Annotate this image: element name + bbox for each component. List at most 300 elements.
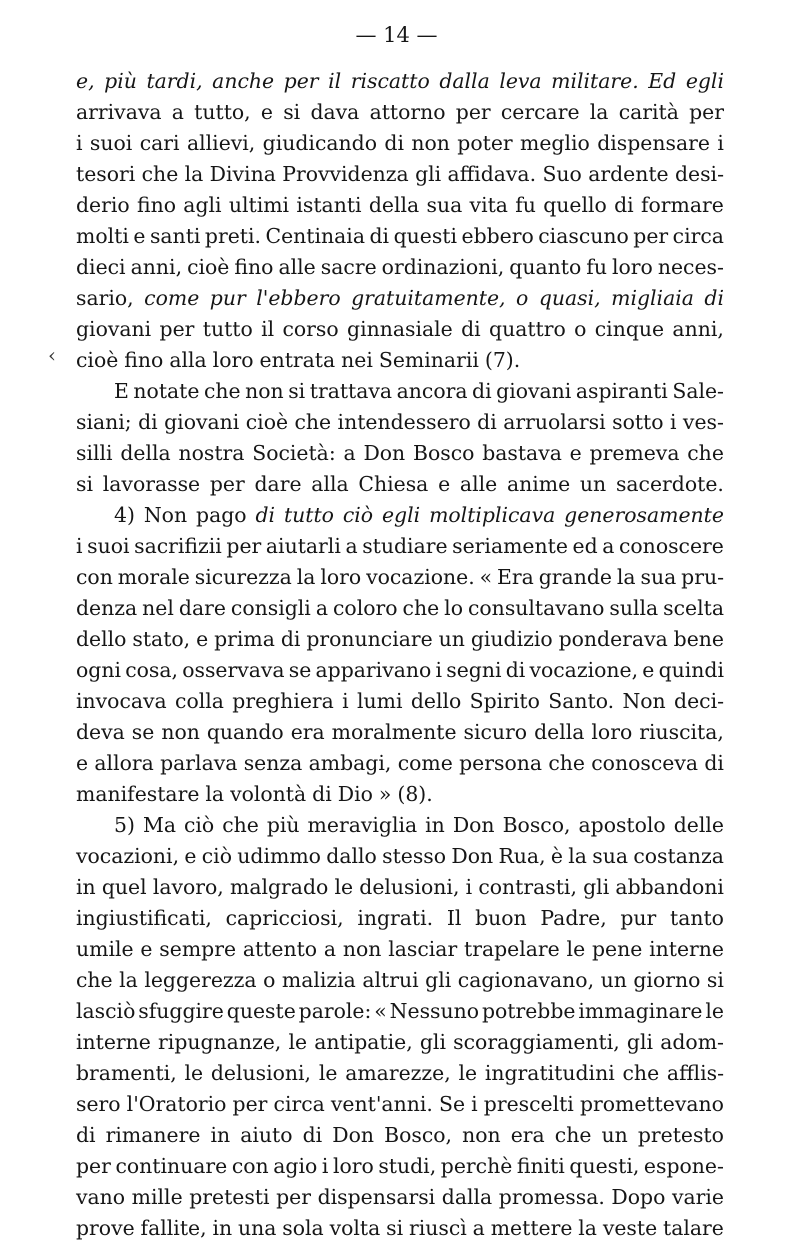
- word: lavorasse: [102, 472, 201, 496]
- word: Don: [452, 813, 495, 837]
- word: dare: [254, 472, 302, 496]
- word: »: [378, 782, 392, 806]
- word: ciò: [201, 844, 232, 868]
- word: E: [114, 379, 129, 403]
- word: la: [296, 565, 316, 589]
- word: per: [76, 1154, 111, 1178]
- word: a: [171, 100, 184, 124]
- word: parole:: [298, 999, 372, 1023]
- word: Don: [363, 441, 406, 465]
- word: loro: [212, 348, 254, 372]
- word: ingratitudini: [484, 1061, 615, 1085]
- word: neces-: [657, 255, 724, 279]
- word: fino: [124, 348, 164, 372]
- text-line: [76, 593, 724, 624]
- word: allievi,: [186, 131, 256, 155]
- word: stesso: [382, 844, 447, 868]
- word: di: [255, 503, 276, 527]
- word: Non: [622, 689, 666, 713]
- text-line: [76, 1058, 724, 1089]
- word: non: [161, 720, 200, 744]
- word: morale: [117, 565, 190, 589]
- word: circa: [273, 1092, 325, 1116]
- word: le: [288, 1030, 308, 1054]
- word: e: [140, 937, 153, 961]
- word: aiutarli: [265, 534, 341, 558]
- word: potrebbe: [481, 999, 576, 1023]
- word: ginnasiale: [347, 317, 453, 341]
- word: generosamente: [564, 503, 724, 527]
- word: vocazione.: [366, 565, 475, 589]
- word: dispensare: [597, 131, 710, 155]
- word: loro: [332, 1154, 374, 1178]
- word: invocava: [76, 689, 167, 713]
- word: Il: [446, 906, 462, 930]
- word: le: [705, 999, 724, 1023]
- word: le: [334, 875, 354, 899]
- word: deva: [76, 720, 125, 744]
- word: Ed: [648, 69, 677, 93]
- word: la: [205, 782, 225, 806]
- word: un: [601, 1123, 628, 1147]
- text-line: [76, 128, 724, 159]
- word: si: [386, 1216, 404, 1240]
- word: stato,: [132, 627, 191, 651]
- word: i: [321, 1154, 329, 1178]
- word: non: [245, 379, 284, 403]
- word: fino: [136, 193, 176, 217]
- word: veste: [602, 1216, 658, 1240]
- word: gli: [583, 875, 610, 899]
- text-line: [76, 252, 724, 283]
- word: di: [461, 317, 481, 341]
- word: ves-: [682, 410, 724, 434]
- word: quindi: [658, 658, 724, 682]
- text-line: [76, 500, 724, 531]
- word: Dio: [337, 782, 373, 806]
- word: di: [312, 782, 332, 806]
- text-line: [76, 66, 724, 97]
- word: consultavano: [467, 596, 605, 620]
- word: conoscere: [618, 534, 724, 558]
- text-line: [76, 159, 724, 190]
- word: sacerdote.: [615, 472, 724, 496]
- word: Provvidenza: [282, 162, 409, 186]
- word: per: [232, 1092, 268, 1116]
- word: delusioni,: [210, 1061, 312, 1085]
- word: preti.: [204, 224, 261, 248]
- word: egli: [685, 69, 724, 93]
- text-line: [76, 407, 724, 438]
- word: afflis-: [666, 1061, 724, 1085]
- word: Don: [451, 844, 494, 868]
- word: era: [510, 1123, 545, 1147]
- word: cioè: [187, 255, 230, 279]
- word: agio: [273, 1154, 318, 1178]
- word: quello: [543, 193, 607, 217]
- word: che: [554, 1123, 592, 1147]
- word: gli: [626, 1030, 654, 1054]
- word: egli: [381, 503, 421, 527]
- word: ebbero: [461, 224, 534, 248]
- word: più: [104, 69, 137, 93]
- word: (8).: [397, 782, 433, 806]
- word: riscatto: [350, 69, 430, 93]
- word: rimanere: [105, 1123, 201, 1147]
- word: manifestare: [76, 782, 200, 806]
- word: prima: [214, 627, 275, 651]
- word: cercare: [500, 100, 580, 124]
- word: udimmo: [237, 844, 321, 868]
- word: come: [397, 751, 453, 775]
- word: Santo.: [548, 689, 615, 713]
- word: si: [706, 968, 724, 992]
- word: volontà: [230, 782, 307, 806]
- word: pago: [196, 503, 247, 527]
- word: della: [368, 193, 420, 217]
- word: ponderava: [558, 627, 668, 651]
- word: dello: [76, 627, 127, 651]
- word: allora: [94, 751, 154, 775]
- word: dieci: [76, 255, 126, 279]
- word: siani;: [76, 410, 132, 434]
- word: Non: [143, 503, 188, 527]
- text-line: [76, 1120, 724, 1151]
- word: sacrifizii: [134, 534, 222, 558]
- word: era: [290, 720, 325, 744]
- word: continuare: [115, 1154, 228, 1178]
- word: di: [302, 1123, 323, 1147]
- word: entrata: [259, 348, 336, 372]
- word: mettere: [490, 1216, 573, 1240]
- word: questi: [393, 224, 457, 248]
- word: grande: [538, 565, 612, 589]
- word: fallite,: [140, 1216, 207, 1240]
- word: moltiplicava: [429, 503, 556, 527]
- word: pretesto: [637, 1123, 724, 1147]
- word: suoi: [89, 131, 133, 155]
- word: riuscì: [408, 1216, 467, 1240]
- word: tutto: [283, 503, 334, 527]
- word: delle: [673, 813, 724, 837]
- word: si: [76, 472, 93, 496]
- word: Spirito: [469, 689, 540, 713]
- word: per: [283, 69, 319, 93]
- word: ambagi,: [308, 751, 392, 775]
- word: giorno: [633, 968, 701, 992]
- word: ciò: [183, 813, 215, 837]
- word: ingrati.: [357, 906, 434, 930]
- word: interne: [76, 1030, 151, 1054]
- word: contrasti,: [478, 875, 577, 899]
- word: vocazione,: [529, 658, 639, 682]
- word: e: [76, 751, 89, 775]
- word: moralmente: [331, 720, 457, 744]
- word: i: [342, 689, 349, 713]
- word: circa: [672, 224, 724, 248]
- word: e: [438, 472, 451, 496]
- word: in: [76, 875, 96, 899]
- word: le: [458, 1061, 478, 1085]
- word: dispensarsi: [317, 1185, 436, 1209]
- word: l'ebbero: [256, 286, 341, 310]
- word: e: [642, 658, 655, 682]
- word: altrui: [362, 968, 419, 992]
- word: un: [579, 472, 607, 496]
- word: ciascuno: [538, 224, 629, 248]
- word: lavoro,: [152, 875, 224, 899]
- word: attorno: [369, 100, 446, 124]
- word: con: [231, 1154, 269, 1178]
- word: con: [76, 565, 113, 589]
- word: quando: [206, 720, 284, 744]
- text-line: [76, 376, 724, 407]
- word: Suo: [542, 162, 582, 186]
- word: i: [76, 131, 83, 155]
- word: alla: [169, 348, 207, 372]
- word: gli: [419, 1030, 446, 1054]
- word: «: [479, 565, 493, 589]
- word: agli: [183, 193, 222, 217]
- word: premeva: [589, 441, 680, 465]
- word: volta: [329, 1216, 381, 1240]
- word: malgrado: [229, 875, 329, 899]
- word: studi,: [378, 1154, 437, 1178]
- word: gli: [415, 162, 442, 186]
- text-line: [76, 283, 724, 314]
- word: Bosco,: [502, 813, 571, 837]
- page-number: — 14 —: [355, 23, 438, 47]
- word: vano: [76, 1185, 126, 1209]
- word: meraviglia: [307, 813, 418, 837]
- text-line: [76, 314, 724, 345]
- text-line: [76, 965, 724, 996]
- word: giovani: [164, 410, 240, 434]
- word: sua: [426, 193, 463, 217]
- word: Società:: [252, 441, 336, 465]
- word: come: [144, 286, 200, 310]
- word: cioè: [245, 410, 289, 434]
- word: di: [477, 410, 497, 434]
- word: e,: [76, 69, 95, 93]
- word: migliaia: [611, 286, 694, 310]
- text-line: [76, 748, 724, 779]
- word: anche: [212, 69, 275, 93]
- word: arruolarsi: [503, 410, 606, 434]
- word: le: [566, 937, 586, 961]
- word: e: [133, 224, 146, 248]
- word: sfuggire: [138, 999, 224, 1023]
- word: sacre: [320, 255, 377, 279]
- word: per: [276, 1185, 311, 1209]
- word: promessa.: [498, 1185, 605, 1209]
- word: a: [345, 534, 358, 558]
- word: o: [516, 286, 529, 310]
- word: ultimi: [228, 193, 290, 217]
- word: sua: [592, 844, 629, 868]
- text-line: [76, 345, 724, 376]
- word: giovani: [76, 317, 152, 341]
- word: formare: [640, 193, 724, 217]
- word: cinque: [594, 317, 665, 341]
- word: Chiesa: [358, 472, 429, 496]
- text-line: [76, 97, 724, 128]
- word: (7).: [484, 348, 521, 372]
- word: la: [184, 162, 204, 186]
- word: varie: [671, 1185, 724, 1209]
- word: per: [689, 100, 724, 124]
- word: dava: [310, 100, 360, 124]
- word: Se: [438, 1092, 466, 1116]
- word: leva: [499, 69, 542, 93]
- word: aspiranti: [575, 379, 668, 403]
- word: anime: [506, 472, 571, 496]
- word: pene: [591, 937, 643, 961]
- word: abbandoni: [615, 875, 724, 899]
- word: che: [294, 410, 332, 434]
- word: l'Oratorio: [126, 1092, 227, 1116]
- word: prescelti: [483, 1092, 574, 1116]
- word: derio: [76, 193, 130, 217]
- word: vocazioni,: [76, 844, 180, 868]
- word: sotto: [612, 410, 664, 434]
- word: in: [210, 1123, 231, 1147]
- word: militare.: [551, 69, 639, 93]
- word: fu: [586, 255, 607, 279]
- word: malizia: [281, 968, 356, 992]
- word: Don: [332, 1123, 375, 1147]
- word: della: [534, 720, 585, 744]
- word: adom-: [660, 1030, 724, 1054]
- word: le: [318, 1061, 338, 1085]
- text-line: [76, 1089, 724, 1120]
- word: i: [717, 131, 724, 155]
- word: un: [438, 627, 465, 651]
- word: Rua,: [498, 844, 546, 868]
- word: pur: [620, 906, 657, 930]
- word: la: [568, 844, 587, 868]
- word: promettevano: [579, 1092, 724, 1116]
- word: trattava: [309, 379, 393, 403]
- word: fino: [234, 255, 274, 279]
- word: i: [435, 658, 443, 682]
- word: la: [616, 565, 636, 589]
- word: è: [550, 844, 563, 868]
- word: sola: [282, 1216, 324, 1240]
- word: più: [266, 813, 300, 837]
- word: sero: [76, 1092, 121, 1116]
- word: molti: [76, 224, 129, 248]
- word: quasi,: [538, 286, 601, 310]
- word: scelta: [663, 596, 724, 620]
- word: per: [455, 100, 491, 124]
- text-line: [76, 779, 724, 810]
- word: questi,: [569, 1154, 640, 1178]
- text-line: [76, 1027, 724, 1058]
- word: di: [384, 131, 404, 155]
- word: di: [704, 286, 724, 310]
- word: alla: [311, 472, 349, 496]
- word: i: [76, 534, 83, 558]
- text-line: [76, 469, 724, 500]
- word: dalla: [439, 69, 490, 93]
- word: gratuitamente,: [351, 286, 506, 310]
- word: la: [119, 968, 138, 992]
- word: leggerezza: [144, 968, 257, 992]
- word: colla: [175, 689, 224, 713]
- word: della: [120, 441, 171, 465]
- word: costanza: [633, 844, 724, 868]
- word: deci-: [674, 689, 724, 713]
- word: Divina: [209, 162, 276, 186]
- word: o: [263, 968, 276, 992]
- word: queste: [226, 999, 296, 1023]
- word: il: [261, 317, 275, 341]
- text-line: [76, 1213, 724, 1244]
- word: dalla: [441, 1185, 493, 1209]
- word: preghiera: [232, 689, 334, 713]
- word: ogni: [76, 658, 121, 682]
- word: pronunciare: [306, 627, 433, 651]
- word: corso: [282, 317, 339, 341]
- word: che: [203, 379, 241, 403]
- word: a: [323, 937, 337, 961]
- word: per: [226, 534, 262, 558]
- word: i: [465, 875, 473, 899]
- word: e: [569, 441, 582, 465]
- word: loro: [320, 565, 362, 589]
- word: Era: [497, 565, 534, 589]
- word: 5): [114, 813, 135, 837]
- word: consigli: [230, 596, 311, 620]
- text-line: [76, 655, 724, 686]
- word: alle: [459, 472, 498, 496]
- word: istanti: [296, 193, 362, 217]
- word: carità: [618, 100, 679, 124]
- word: 4): [114, 503, 135, 527]
- word: bramenti,: [76, 1061, 177, 1085]
- text-line: [76, 1182, 724, 1213]
- word: sempre: [159, 937, 237, 961]
- word: a: [315, 596, 329, 620]
- word: apostolo: [578, 813, 666, 837]
- text-line: [76, 562, 724, 593]
- word: tesori: [76, 162, 136, 186]
- word: cagionavano,: [457, 968, 595, 992]
- word: coloro: [333, 596, 398, 620]
- word: pur: [209, 286, 246, 310]
- word: Bosco,: [384, 1123, 453, 1147]
- word: lumi: [357, 689, 403, 713]
- word: antipatie,: [314, 1030, 413, 1054]
- word: e: [196, 627, 209, 651]
- text-line: [76, 996, 724, 1027]
- word: giudizio: [470, 627, 553, 651]
- word: si: [283, 100, 301, 124]
- word: segni: [446, 658, 502, 682]
- word: senza: [243, 751, 303, 775]
- word: affidava.: [447, 162, 537, 186]
- word: giovani: [496, 379, 572, 403]
- word: interne: [649, 937, 724, 961]
- word: nei: [341, 348, 373, 372]
- word: dare: [178, 596, 226, 620]
- word: Padre,: [540, 906, 607, 930]
- word: lo: [444, 596, 463, 620]
- word: di: [614, 193, 634, 217]
- word: lasciò: [76, 999, 136, 1023]
- word: vent'anni.: [330, 1092, 433, 1116]
